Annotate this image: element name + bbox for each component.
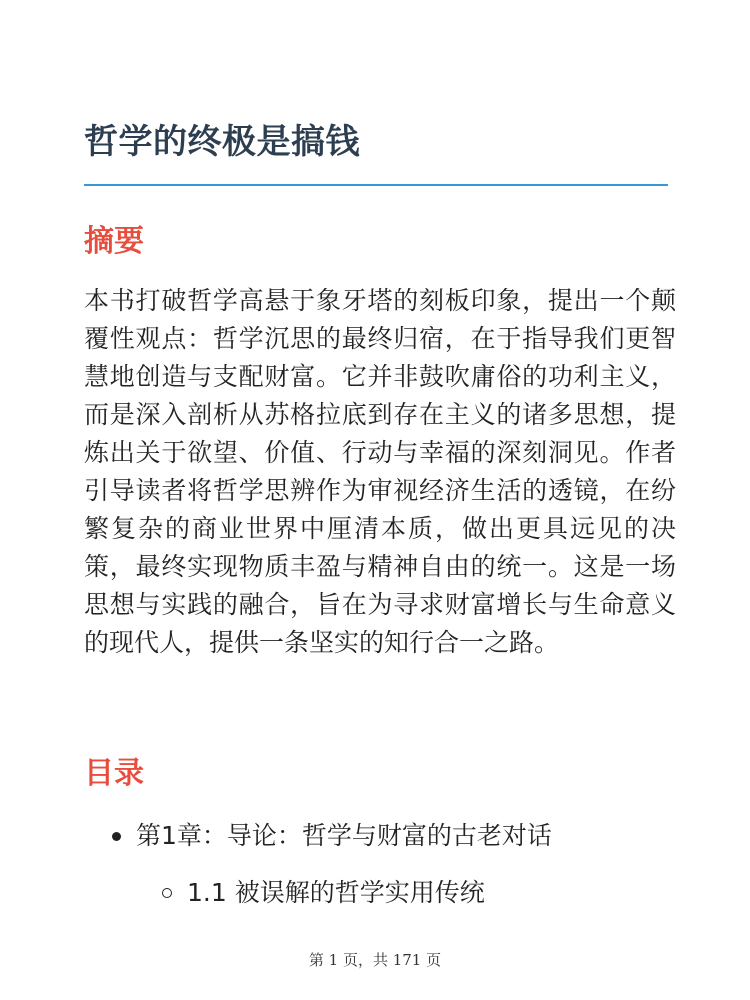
abstract-heading: 摘要 xyxy=(84,224,144,259)
bullet-disc-icon xyxy=(112,832,121,841)
toc-heading: 目录 xyxy=(84,756,144,791)
title-divider xyxy=(84,184,668,186)
abstract-body: 本书打破哲学高悬于象牙塔的刻板印象，提出一个颠覆性观点：哲学沉思的最终归宿，在于指导我们更智慧地创造与支配财富。它并非鼓吹庸俗的功利主义，而是深入剖析从苏格拉底到存在主义的诸多思想，提炼出关于欲望、价值、行动与幸福的深刻洞见。作者引导读者将哲学思辨作为审视经济生活的透镜，在纷繁复杂的商业世界中厘清本质，做出更具远见的决策，最终实现物质丰盈与精神自由的统一。这是一场思想与实践的融合，旨在为寻求财富增长与生命意义的现代人，提供一条坚实的知行合一之路。 xyxy=(84,286,676,657)
toc-chapter-label: 第1章：导论：哲学与财富的古老对话 xyxy=(136,821,552,850)
toc-section-1-1[interactable] xyxy=(162,875,485,911)
toc-chapter-1[interactable] xyxy=(112,818,552,854)
bullet-circle-icon xyxy=(162,888,172,898)
page-footer: 第 1 页，共 171 页 xyxy=(308,951,442,969)
document-title: 哲学的终极是搞钱 xyxy=(84,122,360,162)
toc-section-label: 1.1 被误解的哲学实用传统 xyxy=(187,878,485,907)
